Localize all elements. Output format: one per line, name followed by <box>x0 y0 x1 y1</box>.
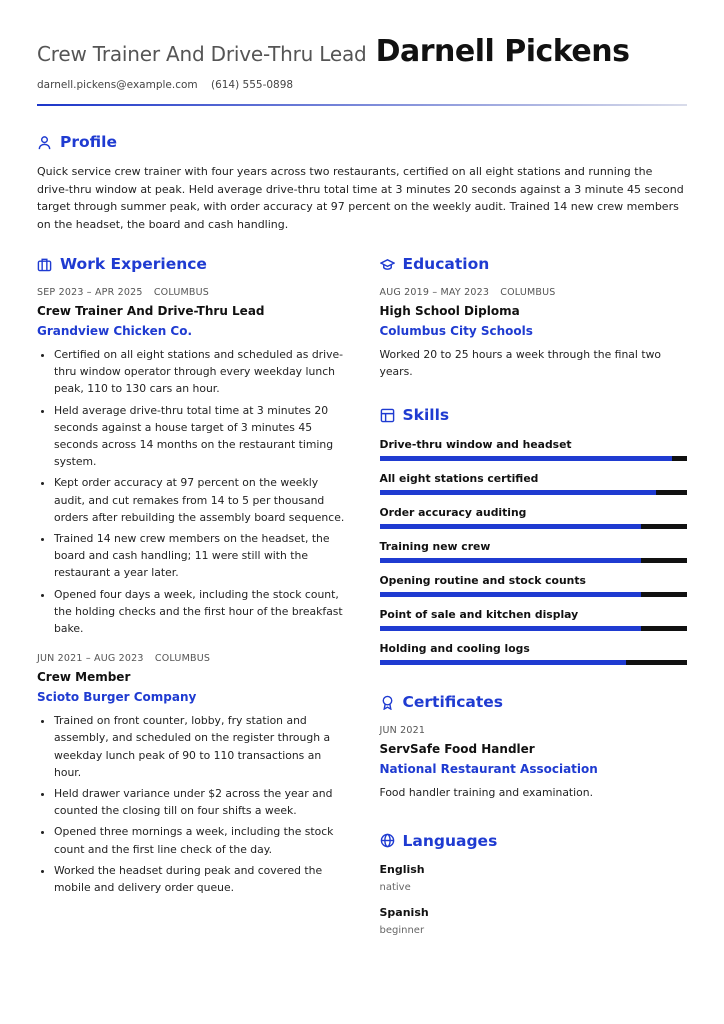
skills-heading <box>380 406 688 424</box>
language-level: beginner <box>379 924 425 936</box>
list-item: • Opened three mornings a week, including the stock count and the first line check of the day. <box>54 823 345 857</box>
languages-title: Languages <box>402 831 498 850</box>
briefcase-icon <box>37 257 52 272</box>
profile-title: Profile <box>60 133 117 151</box>
resume-header <box>37 34 687 69</box>
skill-item <box>380 438 688 461</box>
skill-name: All eight stations certified <box>379 472 539 486</box>
skill-bar <box>380 626 688 631</box>
list-item: • Trained 14 new crew members on the headset, the board and cash handling; 11 were still with the restaurant a year later. <box>54 530 345 582</box>
certificate-date: JUN 2021 <box>379 725 426 737</box>
profile-heading <box>37 133 687 151</box>
skill-bar <box>380 592 688 597</box>
graduation-cap-icon <box>380 257 395 272</box>
job-title: Crew Trainer And Drive-Thru Lead <box>37 304 265 318</box>
contact-email[interactable]: darnell.pickens@example.com <box>37 79 198 91</box>
skill-name: Opening routine and stock counts <box>379 574 586 588</box>
education-title: Education <box>402 255 490 273</box>
job-meta <box>37 653 345 664</box>
certificates-title: Certificates <box>402 693 504 712</box>
skill-name: Order accuracy auditing <box>379 506 527 520</box>
education-location: COLUMBUS <box>500 287 556 298</box>
language-name: English <box>379 862 425 876</box>
skill-bar-fill <box>380 456 672 461</box>
globe-icon <box>380 833 395 848</box>
education-description: Worked 20 to 25 hours a week through the final two years. <box>379 348 661 379</box>
skill-name: Drive-thru window and headset <box>379 438 572 452</box>
skill-bar <box>380 456 688 461</box>
header-divider <box>37 104 687 106</box>
languages-section <box>380 832 688 936</box>
profile-text: Quick service crew trainer with four years across two restaurants, certified on all eight stations and running the drive-thru window at peak. Held average drive-thru total time at 3 minutes 20 seconds against a 3 minute 45 second target through summer peak, with order accuracy at 97 percent on the weekly audit. Trained 14 new crew members on the headset, the board and cash handling. <box>37 165 684 231</box>
job-entry-1 <box>37 287 345 637</box>
job-title: Crew Member <box>37 670 131 685</box>
language-name: Spanish <box>379 905 429 919</box>
skill-bar-fill <box>380 558 641 563</box>
contact-phone[interactable]: (614) 555-0898 <box>210 79 294 91</box>
skill-item <box>380 608 688 631</box>
list-item: • Kept order accuracy at 97 percent on the weekly audit, and cut remakes from 14 to 5 per thousand orders after rebuilding the assembly board sequence. <box>54 474 345 526</box>
list-item: • Worked the headset during peak and covered the mobile and delivery order queue. <box>54 862 345 896</box>
job-bullets <box>37 346 345 637</box>
education-school: Columbus City Schools <box>379 324 533 338</box>
job-location: COLUMBUS <box>153 287 209 298</box>
skill-item <box>380 506 688 529</box>
skill-item <box>380 642 688 665</box>
contact-line <box>37 79 687 91</box>
skill-bar <box>380 490 688 495</box>
list-item: • Held average drive-thru total time at 3 minutes 20 seconds against a house target of 3 minutes 45 seconds across 14 months on the restaurant timing system. <box>54 402 345 471</box>
job-company: Grandview Chicken Co. <box>37 324 193 338</box>
job-entry-2 <box>37 653 345 896</box>
right-column <box>380 255 688 936</box>
list-item: • Opened four days a week, including the stock count, the holding checks and the first hour of the breakfast bake. <box>54 586 345 638</box>
skill-bar-fill <box>380 660 626 665</box>
skill-bar <box>380 558 688 563</box>
education-meta <box>380 287 688 298</box>
skill-name: Point of sale and kitchen display <box>379 608 579 622</box>
certificates-section <box>380 693 688 801</box>
skill-item <box>380 472 688 495</box>
skill-name: Holding and cooling logs <box>379 642 530 656</box>
certificate-name: ServSafe Food Handler <box>379 742 535 757</box>
skills-list <box>380 438 688 665</box>
two-column-body <box>37 255 687 936</box>
header-name: Darnell Pickens <box>375 34 630 69</box>
experience-title: Work Experience <box>60 255 207 273</box>
experience-heading <box>37 255 345 273</box>
skill-bar-fill <box>380 490 657 495</box>
profile-section <box>37 133 687 233</box>
list-item: • Certified on all eight stations and scheduled as drive-thru window operator through every weekday lunch peak, 110 to 130 cars an hour. <box>54 346 345 398</box>
person-icon <box>37 135 52 150</box>
languages-heading <box>380 832 688 850</box>
skill-bar-fill <box>380 626 641 631</box>
layout-icon <box>380 408 395 423</box>
job-location: COLUMBUS <box>154 653 211 665</box>
education-dates: AUG 2019 – MAY 2023 <box>379 287 490 298</box>
skill-bar-fill <box>380 592 641 597</box>
header-role: Crew Trainer And Drive-Thru Lead <box>37 42 367 66</box>
certificates-heading <box>380 693 688 711</box>
skill-bar-fill <box>380 524 641 529</box>
job-dates: SEP 2023 – APR 2025 <box>37 287 143 298</box>
skill-bar <box>380 660 688 665</box>
list-item: • Held drawer variance under $2 across the year and counted the closing till on four shifts a week. <box>54 785 345 819</box>
language-level: native <box>379 881 411 893</box>
job-bullets <box>37 712 345 896</box>
job-meta <box>37 287 345 298</box>
skill-bar <box>380 524 688 529</box>
job-dates: JUN 2021 – AUG 2023 <box>37 653 144 665</box>
skill-item <box>380 540 688 563</box>
education-heading <box>380 255 688 273</box>
education-degree: High School Diploma <box>379 304 520 318</box>
skill-name: Training new crew <box>379 540 491 554</box>
left-column <box>37 255 345 936</box>
certificate-issuer: National Restaurant Association <box>379 762 598 777</box>
list-item: • Trained on front counter, lobby, fry station and assembly, and scheduled on the register through a weekday lunch peak of 90 to 110 transactions an hour. <box>54 712 345 781</box>
skills-title: Skills <box>402 406 450 425</box>
certificate-description: Food handler training and examination. <box>379 786 594 800</box>
skills-section <box>380 406 688 665</box>
award-icon <box>380 695 395 710</box>
job-company: Scioto Burger Company <box>37 690 197 705</box>
skill-item <box>380 574 688 597</box>
